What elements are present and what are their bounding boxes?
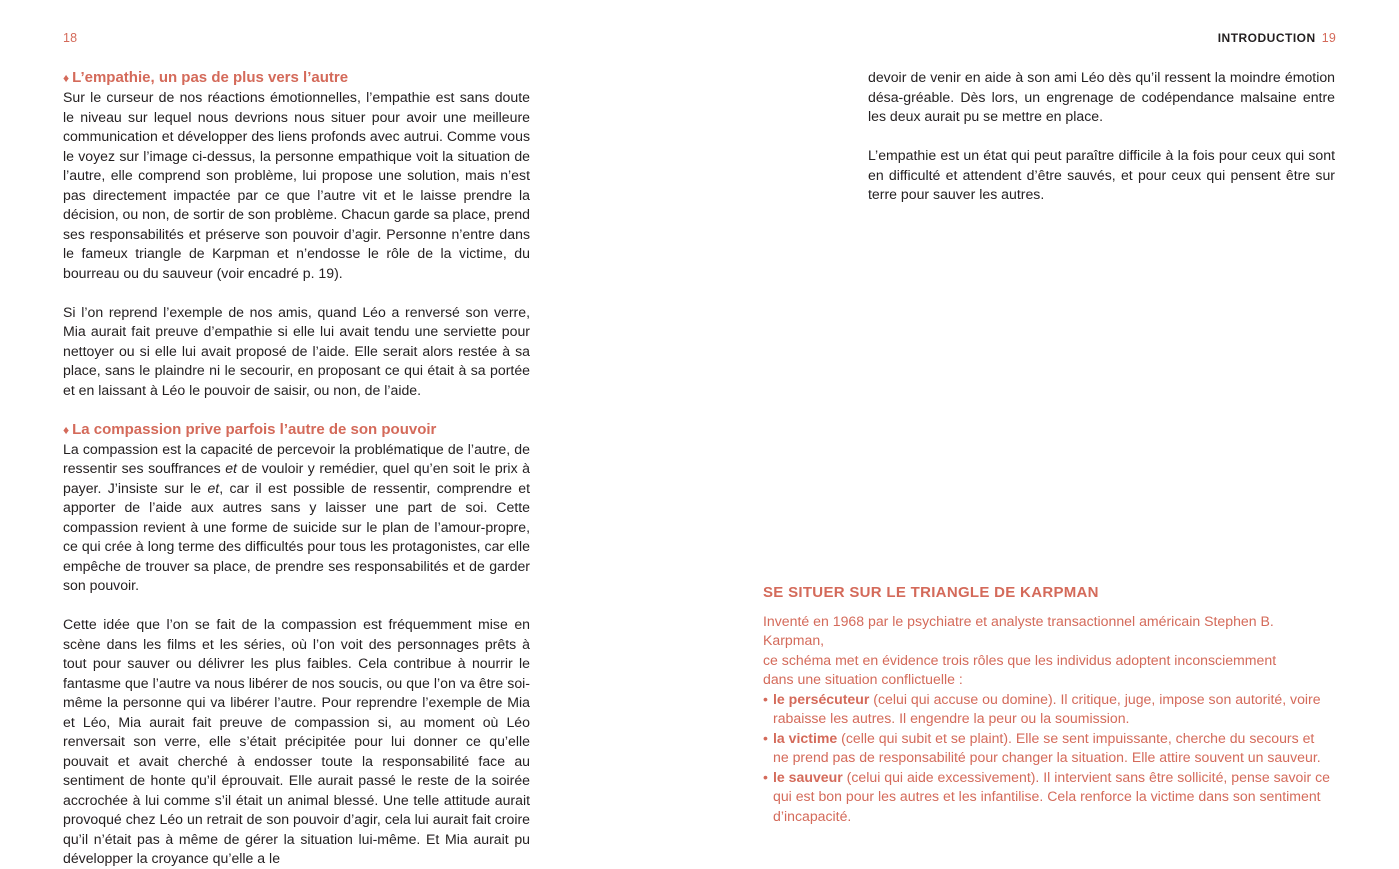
intro-line: Inventé en 1968 par le psychiatre et analyste transactionnel américain Stephen B. Karpman, — [763, 612, 1274, 648]
role-description: (celui qui aide excessivement). Il intervient sans être sollicité, pense savoir ce qui est bon pour les autres et les infantilise. Cela renforce la victime dans son sentiment d’incapacité. — [773, 768, 1330, 824]
list-item — [763, 729, 1333, 768]
text-run: , car il est possible de ressentir, comprendre et apporter de l’aide aux autres sans y laisser une part de soi. Cette compassion revient à une forme de suicide sur le plan de l’amour-propre, ce qui crée à long terme des difficultés pour tous les protagonistes, car elle empêche de trouver sa place, de prendre ses responsabilités et de garder son pouvoir. — [63, 479, 531, 593]
sidebar-intro — [763, 612, 1333, 690]
bullet-icon: • — [763, 690, 768, 707]
section-heading-empathy — [63, 68, 530, 88]
right-page — [700, 0, 1399, 848]
paragraph: Cette idée que l’on se fait de la compassion est fréquemment mise en scène dans les films et les séries, où l’on voit des personnages prêts à tout pour sauver ou délivrer les plus faibles. Cela contribue à nourrir le fantasme que l’autre va nous libérer de nos soucis, ou que l’on va être soi-même la personne qui va libérer l’autre. Pour reprendre l’exemple de Mia et Léo, Mia aurait fait preuve de compassion si, au moment où Léo renversait son verre, elle s’était précipitée pour lui donner ce qu’elle pouvait et avait cherché à endosser toute la responsabilité face au sentiment de honte qu’il éprouvait. Elle aurait passé le reste de la soirée accrochée à lui comme s’il était un animal blessé. Une telle attitude aurait provoqué chez Léo un retrait de son pouvoir d’agir, cela lui aurait fait croire qu’il n’était pas à même de gérer la situation lui-même. Et Mia aurait pu développer la croyance qu’elle a le — [63, 616, 530, 866]
page-header-right — [1218, 31, 1336, 45]
role-term: le persécuteur — [773, 690, 870, 707]
section-heading-text: La compassion prive parfois l’autre de son pouvoir — [72, 420, 437, 438]
running-head: INTRODUCTION — [1217, 31, 1316, 45]
page-number-right: 19 — [1321, 31, 1336, 45]
diamond-icon: ♦ — [63, 71, 70, 85]
emphasis: et — [225, 460, 237, 476]
left-column — [63, 68, 530, 869]
text-run: La compassion est la capacité de percevoir la problématique de l’autre, de ressentir ses souffrances — [63, 440, 530, 476]
paragraph: L’empathie est un état qui peut paraître difficile à la fois pour ceux qui sont en difficulté et attendent d’être sauvés, et pour ceux qui pensent être sur terre pour sauver les autres. — [868, 147, 1335, 202]
list-item — [763, 690, 1333, 729]
sidebar-title: SE SITUER SUR LE TRIANGLE DE KARPMAN — [763, 584, 1099, 601]
paragraph — [63, 440, 530, 596]
diamond-icon: ♦ — [63, 422, 70, 437]
role-term: la victime — [773, 729, 838, 746]
paragraph: devoir de venir en aide à son ami Léo dès qu’il ressent la moindre émotion désa-gréable. Dès lors, un engrenage de codépendance malsaine entre les deux aurait pu se mettre en place. — [868, 69, 1335, 124]
role-description: (celui qui accuse ou domine). Il critique, juge, impose son autorité, voire rabaisse les autres. Il engendre la peur ou la soumission. — [773, 690, 1321, 726]
paragraph: Si l’on reprend l’exemple de nos amis, quand Léo a renversé son verre, Mia aurait fait preuve d’empathie si elle lui avait tendu une serviette pour nettoyer ou si elle lui avait proposé de l’aide. Elle serait alors restée à sa place, sans le plaindre ni le secourir, en proposant ce qui était à sa portée et en laissant à Léo le pouvoir de saisir, ou non, de l’aide. — [63, 303, 530, 398]
role-list — [763, 690, 1333, 827]
role-description: (celle qui subit et se plaint). Elle se sent impuissante, cherche du secours et ne prend pas de responsabilité pour changer la situation. Elle attire souvent un sauveur. — [773, 729, 1321, 765]
text-run: de vouloir y remédier, quel qu’en soit le prix à payer. J’insiste sur le — [63, 460, 530, 496]
intro-line: ce schéma met en évidence trois rôles que les individus adoptent inconsciemment — [763, 651, 1277, 668]
emphasis: et — [207, 479, 220, 496]
bullet-icon: • — [763, 768, 768, 785]
karpman-sidebar — [763, 583, 1333, 826]
list-item — [763, 768, 1333, 827]
left-page — [0, 0, 700, 866]
bullet-icon: • — [763, 729, 768, 746]
role-term: le sauveur — [773, 768, 843, 785]
paragraph: Sur le curseur de nos réactions émotionnelles, l’empathie est sans doute le niveau sur lequel nous devrions nous situer pour avoir une meilleure communication et développer des liens profonds avec autrui. Comme vous le voyez sur l’image ci-dessus, la personne empathique voit la situation de l’autre, elle comprend son problème, lui propose une solution, mais n’est pas directement impactée par ce que l’autre vit et le laisse prendre la décision, ou non, de sortir de son problème. Chacun garde sa place, prend ses responsabilités et préserve son pouvoir d’agir. Personne n’entre dans le fameux triangle de Karpman et n’endosse le rôle de la victime, du bourreau ou du sauveur (voir encadré p. 19). — [63, 89, 530, 281]
intro-line: dans une situation conflictuelle : — [763, 671, 963, 687]
section-heading-text: L’empathie, un pas de plus vers l’autre — [72, 69, 349, 86]
section-heading-compassion — [63, 420, 530, 440]
page-number-left: 18 — [63, 31, 78, 45]
right-column — [868, 68, 1335, 205]
